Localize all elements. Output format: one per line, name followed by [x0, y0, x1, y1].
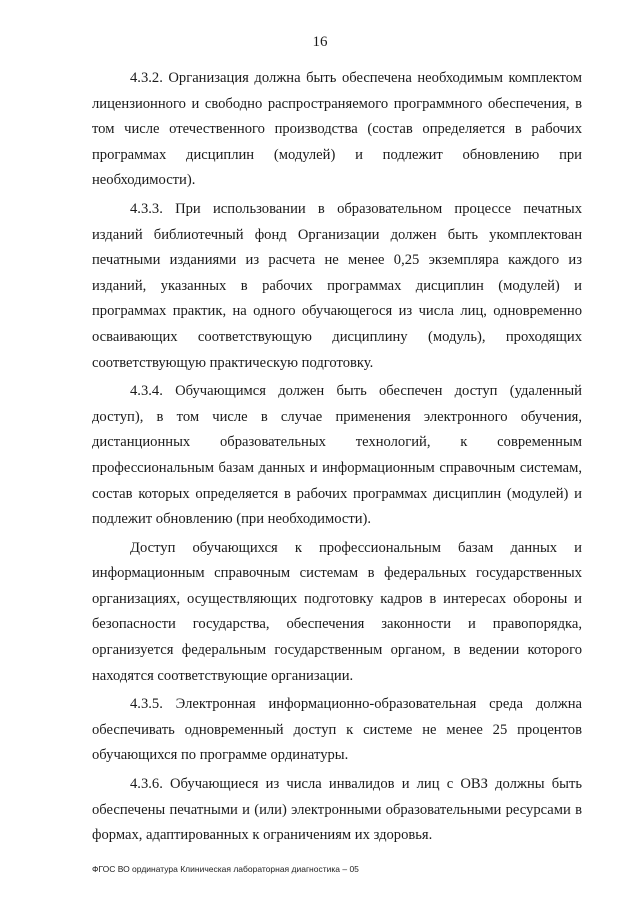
paragraph-4-3-6: 4.3.6. Обучающиеся из числа инвалидов и лиц с ОВЗ должны быть обеспечены печатными и (или) электронными образовательными ресурсами в формах, адаптированных к ограничениям их здоровья. — [92, 776, 582, 844]
page-number: 16 — [312, 34, 328, 50]
page-footer: ФГОС ВО ординатура Клиническая лабораторная диагностика – 05 — [92, 864, 359, 874]
paragraph-4-3-4: 4.3.4. Обучающимся должен быть обеспечен доступ (удаленный доступ), в том числе в случае применения электронного обучения, дистанционных образовательных технологий, к современным профессиональным базам данных и информационным справочным системам, состав которых определяется в рабочих программах дисциплин (модулей) и подлежит обновлению (при необходимости). — [92, 383, 582, 528]
paragraph-4-3-3: 4.3.3. При использовании в образовательном процессе печатных изданий библиотечный фонд Организации должен быть укомплектован печатными изданиями из расчета не менее 0,25 экземпляра каждого из изданий, указанных в рабочих программах дисциплин (модулей) и программах практик, на одного обучающегося из числа лиц, одновременно осваивающих соответствующую дисциплину (модуль), проходящих соответствующую практическую подготовку. — [92, 200, 582, 371]
paragraph-4-3-5: 4.3.5. Электронная информационно-образовательная среда должна обеспечивать одновременный доступ к системе не менее 25 процентов обучающихся по программе ординатуры. — [92, 696, 582, 764]
paragraph-access: Доступ обучающихся к профессиональным базам данных и информационным справочным системам в федеральных государственных организациях, осуществляющих подготовку кадров в интересах обороны и безопасности государства, обеспечения законности и правопорядка, организуется федеральным государственным органом, в ведении которого находятся соответствующие организации. — [92, 539, 582, 684]
paragraph-4-3-2: 4.3.2. Организация должна быть обеспечена необходимым комплектом лицензионного и свободно распространяемого программного обеспечения, в том числе отечественного производства (состав определяется в рабочих программах дисциплин (модулей) и подлежит обновлению при необходимости). — [92, 70, 582, 189]
document-body — [92, 66, 582, 849]
